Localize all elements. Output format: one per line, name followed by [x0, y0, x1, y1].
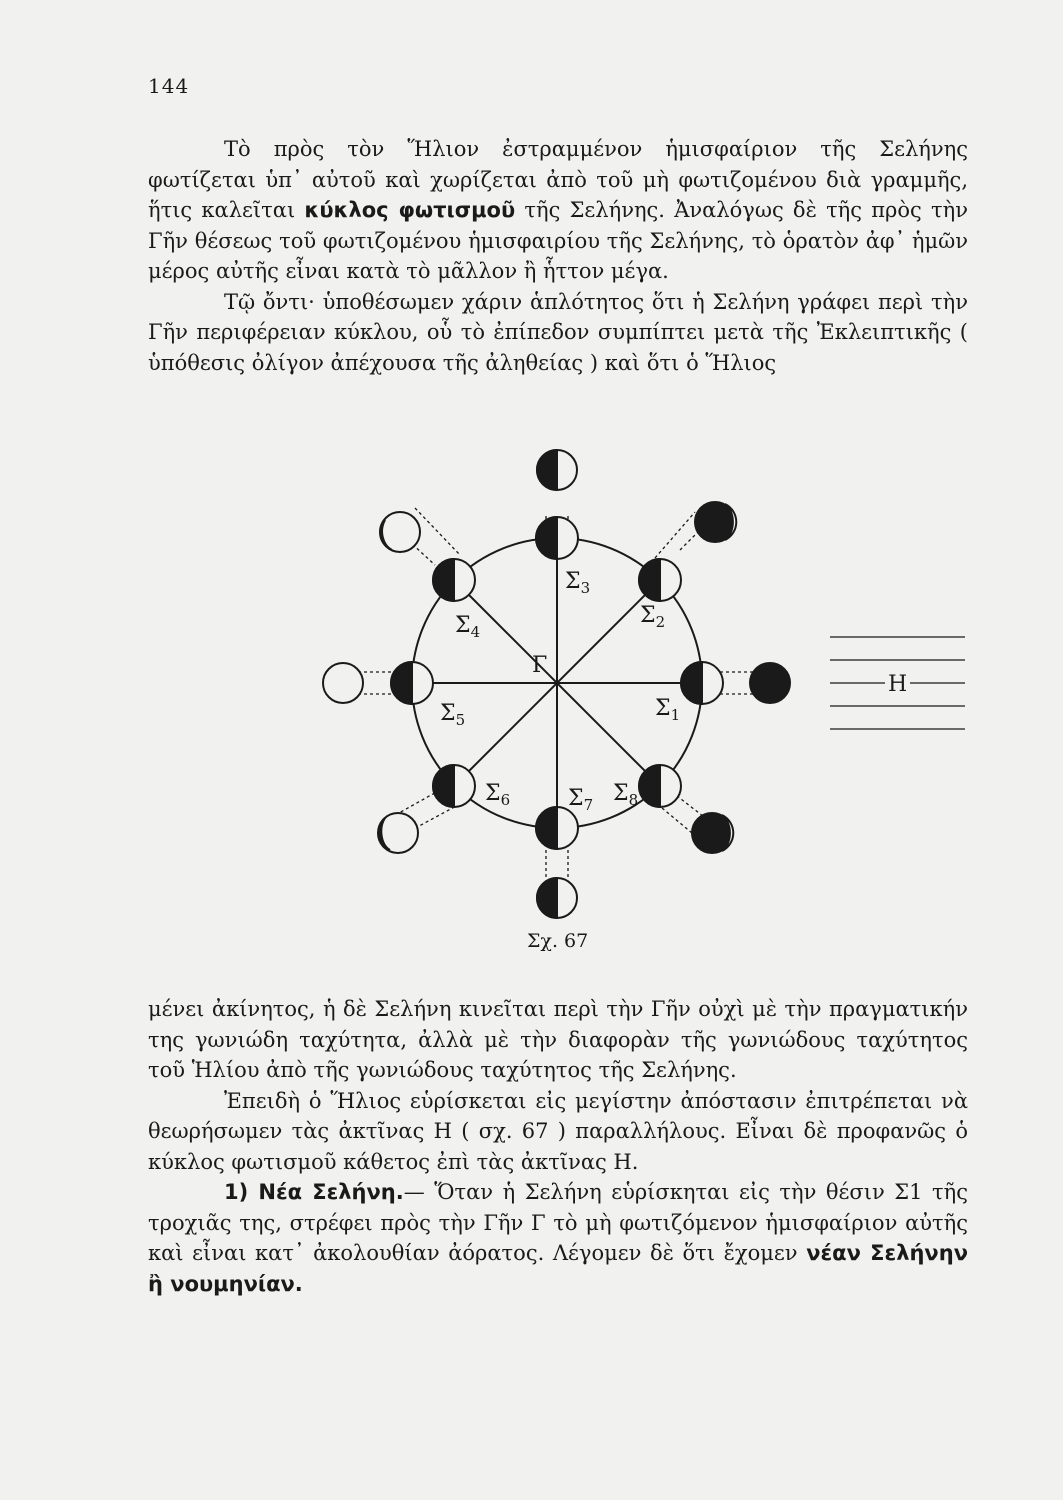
phase-moon-right: [750, 663, 790, 703]
page-number: 144: [148, 74, 190, 98]
sun-rays-label: Η: [888, 672, 908, 697]
paragraph-1: [148, 134, 968, 287]
term-kyklos-fotismou: κύκλος φωτισμοῦ: [304, 198, 516, 222]
paragraph-5-text: — Ὅταν ἡ Σελήνη εὑρίσκηται εἰς τὴν θέσιν Σ1 τῆς τροχιᾶς της, στρέφει πρὸς τὴν Γῆν Γ τὸ μὴ φωτιζόμενον ἡμισφαίριον αὐτῆς καὶ εἶναι κατ᾽ ἀκολουθίαν ἀόρατος. Λέγομεν δὲ ὅτι ἔχομεν: [148, 1180, 968, 1265]
top-paragraphs: [148, 134, 968, 378]
label-s3: $\Sigma_3$: [565, 569, 591, 597]
label-s6: $\Sigma_6$: [485, 781, 511, 809]
label-s8: $\Sigma_8$: [613, 781, 639, 809]
label-s2: $\Sigma_2$: [640, 603, 666, 631]
label-s4: $\Sigma_4$: [455, 613, 481, 641]
label-s7: $\Sigma_7$: [568, 786, 594, 814]
paragraph-4: Ἐπειδὴ ὁ Ἥλιος εὑρίσκεται εἰς μεγίστην ἀπόστασιν ἐπιτρέπεται νὰ θεωρήσωμεν τὰς ἀκτῖνας Η ( σχ. 67 ) παραλλήλους. Εἶναι δὲ προφανῶς ὁ κύκλος φωτισμοῦ κάθετος ἐπὶ τὰς ἀκτῖνας Η.: [148, 1088, 968, 1174]
phase-moon-left: [323, 663, 363, 703]
paragraph-5: [148, 1177, 968, 1299]
label-s1: $\Sigma_1$: [655, 696, 681, 724]
paragraph-2: Τῷ ὄντι· ὑποθέσωμεν χάριν ἁπλότητος ὅτι ἡ Σελήνη γράφει περὶ τὴν Γῆν περιφέρειαν κύκλου, οὗ τὸ ἐπίπεδον συμπίπτει μετὰ τῆς Ἐκλειπτικῆς ( ὑπόθεσις ὀλίγον ἀπέχουσα τῆς ἀληθείας ) καὶ ὅτι ὁ Ἥλιος: [148, 289, 968, 375]
term-nea-selini: νέαν Σελήνην ἢ νουμηνίαν.: [148, 1241, 968, 1296]
paragraph-3: μένει ἀκίνητος, ἡ δὲ Σελήνη κινεῖται περὶ τὴν Γῆν οὐχὶ μὲ τὴν πραγματικήν της γωνιώδη ταχύτητα, ἀλλὰ μὲ τὴν διαφορὰν τῆς γωνιώδους ταχύτητος τοῦ Ἡλίου ἀπὸ τῆς γωνιώδους ταχύτητος τῆς Σελήνης.: [148, 997, 968, 1082]
label-s5: $\Sigma_5$: [440, 701, 466, 729]
earth-label: Γ: [532, 653, 548, 678]
section-heading-new-moon: 1) Νέα Σελήνη.: [224, 1180, 404, 1204]
paragraph-1-text-b: τῆς Σελήνης. Ἀναλόγως δὲ τῆς πρὸς τὴν Γῆν θέσεως τοῦ φωτιζομένου ἡμισφαιρίου τῆς Σελήνης, τὸ ὁρατὸν ἀφ᾽ ἡμῶν μέρος αὐτῆς εἶναι κατὰ τὸ μᾶλλον ἢ ἧττον μέγα.: [148, 198, 968, 283]
figure-caption: Σχ. 67: [527, 930, 589, 952]
bottom-paragraphs: [148, 994, 968, 1299]
paragraph-1-text-a: Τὸ πρὸς τὸν Ἥλιον ἐστραμμένον ἡμισφαίριον τῆς Σελήνης φωτίζεται ὑπ᾽ αὐτοῦ καὶ χωρίζεται ἀπὸ τοῦ μὴ φωτιζομένου διὰ γραμμῆς, ἥτις καλεῖται: [148, 137, 968, 222]
moon-phases-figure: [300, 440, 980, 960]
